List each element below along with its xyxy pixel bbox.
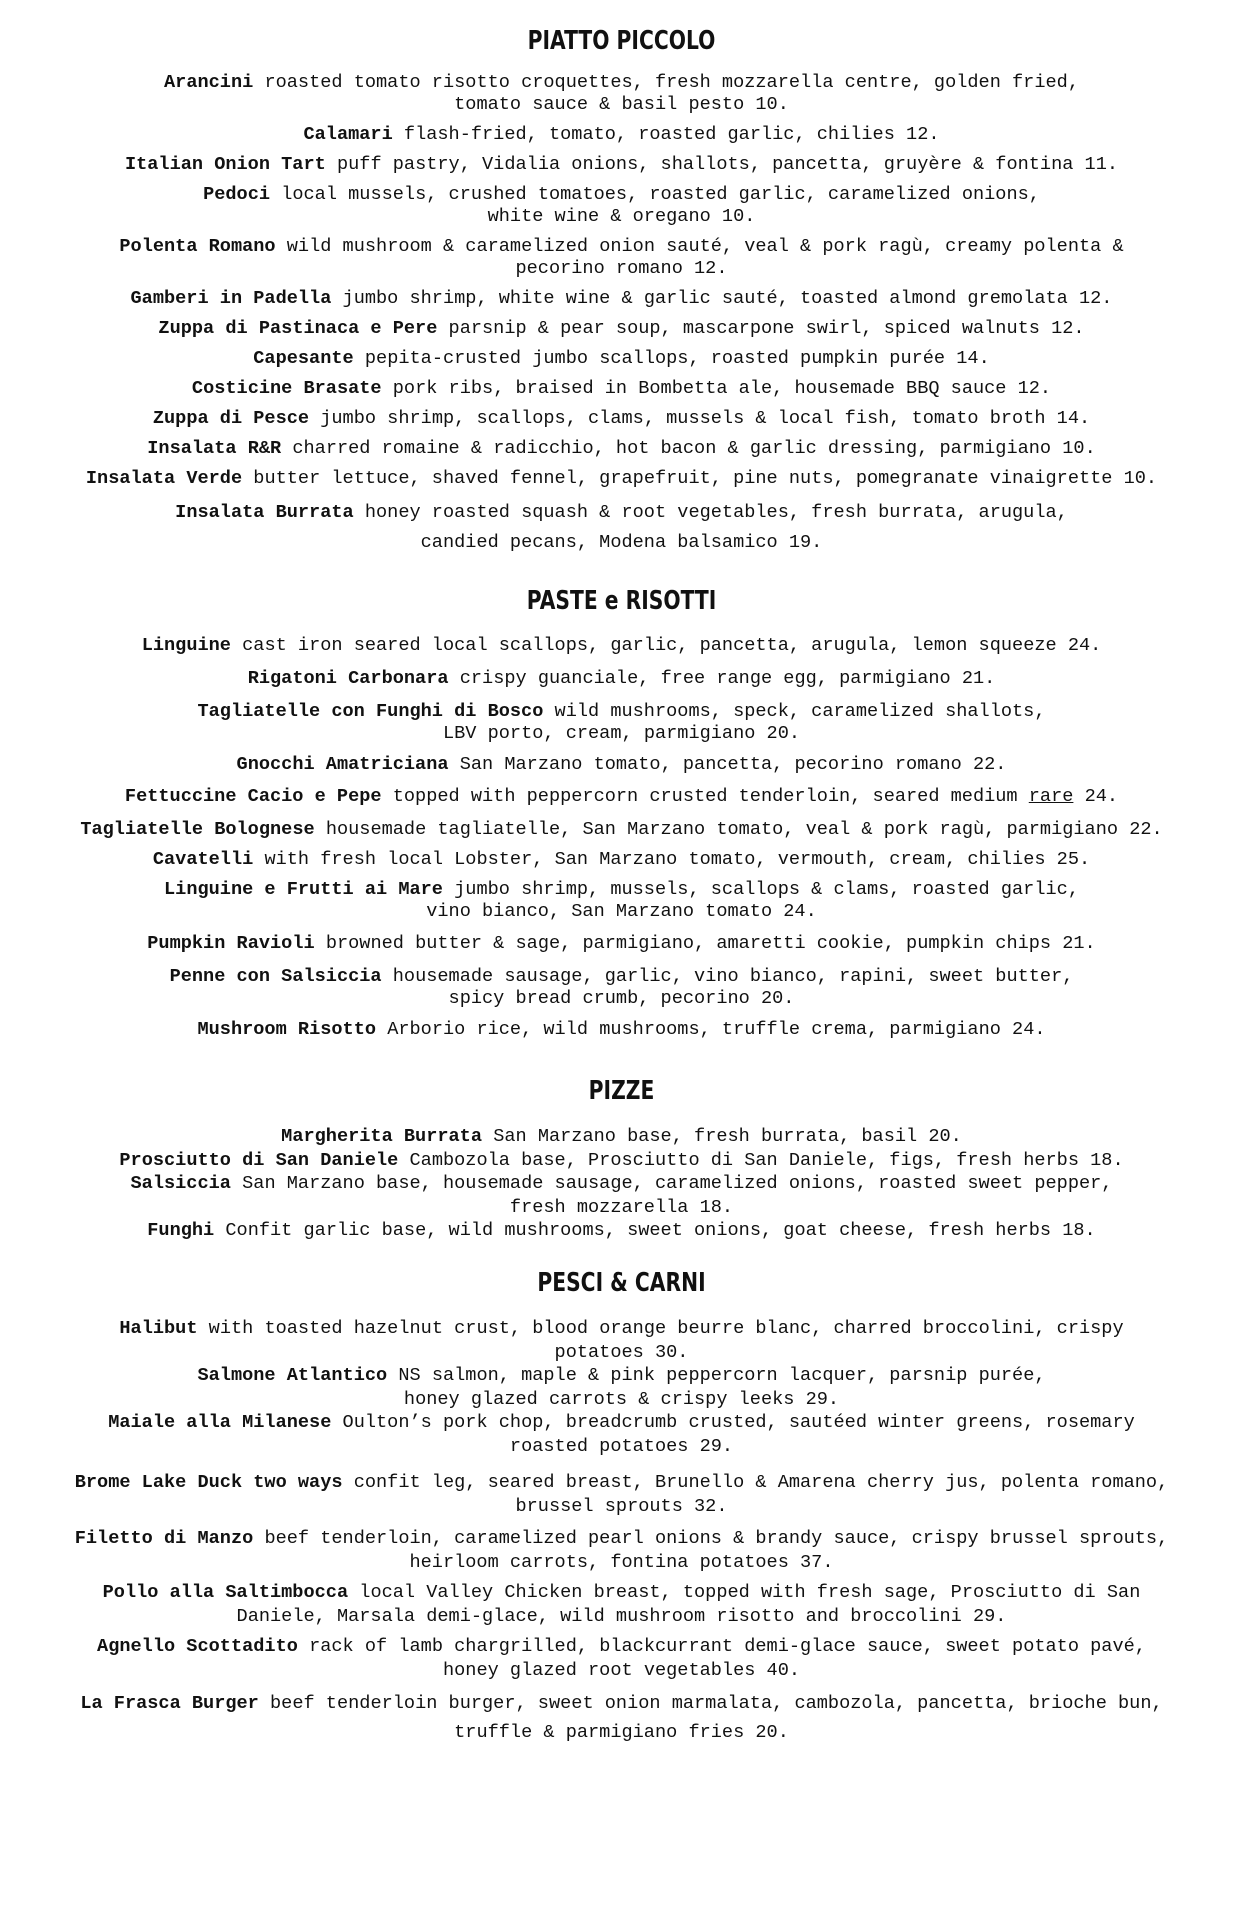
item-name: La Frasca Burger bbox=[80, 1693, 259, 1714]
menu-item bbox=[40, 408, 1203, 430]
item-name: Calamari bbox=[303, 124, 393, 145]
item-desc: browned butter & sage, parmigiano, amaretti cookie, pumpkin chips 21. bbox=[325, 933, 1096, 954]
menu-item bbox=[40, 1581, 1203, 1628]
item-desc: confit leg, seared breast, Brunello & Amarena cherry jus, polenta romano, brussel sprouts 32. bbox=[353, 1472, 1169, 1517]
menu-item bbox=[40, 1411, 1203, 1458]
item-name: Linguine bbox=[141, 635, 231, 656]
menu-item bbox=[40, 154, 1203, 176]
item-name: Polenta Romano bbox=[119, 236, 276, 257]
item-desc: wild mushroom & caramelized onion sauté, veal & pork ragù, creamy polenta & pecorino romano 12. bbox=[286, 236, 1124, 279]
menu-item bbox=[40, 1019, 1203, 1041]
menu-item bbox=[40, 318, 1203, 340]
section-piatto-piccolo bbox=[40, 24, 1203, 558]
item-desc: roasted tomato risotto croquettes, fresh mozzarella centre, golden fried, tomato sauce & basil pesto 10. bbox=[264, 72, 1079, 115]
item-desc: with fresh local Lobster, San Marzano tomato, vermouth, cream, chilies 25. bbox=[264, 849, 1091, 870]
item-name: Insalata Burrata bbox=[175, 502, 354, 523]
item-desc: Arborio rice, wild mushrooms, truffle crema, parmigiano 24. bbox=[387, 1019, 1046, 1040]
item-name: Cavatelli bbox=[152, 849, 254, 870]
item-name: Insalata R&R bbox=[147, 438, 282, 459]
item-desc: jumbo shrimp, white wine & garlic sauté, toasted almond gremolata 12. bbox=[342, 288, 1113, 309]
item-name: Costicine Brasate bbox=[191, 378, 382, 399]
menu-item bbox=[40, 849, 1203, 871]
item-desc: topped with peppercorn crusted tenderloin, seared medium bbox=[392, 786, 1018, 807]
menu-item bbox=[40, 754, 1203, 776]
menu-item bbox=[40, 72, 1203, 116]
item-name: Brome Lake Duck two ways bbox=[74, 1472, 343, 1493]
item-name: Linguine e Frutti ai Mare bbox=[164, 879, 443, 900]
menu-item bbox=[40, 1689, 1203, 1747]
item-name: Halibut bbox=[119, 1318, 198, 1339]
menu-item bbox=[40, 786, 1203, 808]
item-desc: rack of lamb chargrilled, blackcurrant demi-glace sauce, sweet potato pavé, honey glazed root vegetables 40. bbox=[309, 1636, 1146, 1681]
item-name: Funghi bbox=[147, 1220, 215, 1241]
item-desc: wild mushrooms, speck, caramelized shallots, LBV porto, cream, parmigiano 20. bbox=[442, 701, 1046, 744]
item-name: Zuppa di Pastinaca e Pere bbox=[158, 318, 438, 339]
menu-item bbox=[40, 1364, 1203, 1411]
item-name: Italian Onion Tart bbox=[124, 154, 326, 175]
item-name: Filetto di Manzo bbox=[74, 1528, 254, 1549]
menu-item bbox=[40, 933, 1203, 955]
menu-item bbox=[40, 288, 1203, 310]
item-name: Mushroom Risotto bbox=[197, 1019, 377, 1040]
section-title: PIATTO PICCOLO bbox=[527, 26, 716, 56]
item-name: Arancini bbox=[164, 72, 254, 93]
item-desc: jumbo shrimp, scallops, clams, mussels & local fish, tomato broth 14. bbox=[320, 408, 1091, 429]
section-title: PESCI & CARNI bbox=[537, 1268, 706, 1298]
section-title: PASTE e RISOTTI bbox=[526, 586, 717, 616]
menu-item bbox=[40, 124, 1203, 146]
menu-item bbox=[40, 438, 1203, 460]
menu-item bbox=[40, 819, 1203, 841]
item-desc: with toasted hazelnut crust, blood orange beurre blanc, charred broccolini, crispy potatoes 30. bbox=[208, 1318, 1124, 1363]
menu-item bbox=[40, 1125, 1203, 1149]
item-name: Salsiccia bbox=[130, 1173, 231, 1194]
item-name: Margherita Burrata bbox=[281, 1126, 483, 1147]
item-name: Rigatoni Carbonara bbox=[247, 668, 449, 689]
item-desc: local mussels, crushed tomatoes, roasted garlic, caramelized onions, white wine & oregano 10. bbox=[281, 184, 1040, 227]
item-name: Penne con Salsiccia bbox=[169, 966, 382, 987]
menu-item bbox=[40, 1219, 1203, 1243]
item-name: Zuppa di Pesce bbox=[152, 408, 310, 429]
item-desc: pork ribs, braised in Bombetta ale, housemade BBQ sauce 12. bbox=[392, 378, 1052, 399]
item-desc: Confit garlic base, wild mushrooms, sweet onions, goat cheese, fresh herbs 18. bbox=[225, 1220, 1096, 1241]
item-name: Gamberi in Padella bbox=[130, 288, 332, 309]
menu-item bbox=[40, 668, 1203, 690]
item-underlined-word: rare bbox=[1028, 786, 1074, 807]
item-desc: butter lettuce, shaved fennel, grapefruit, pine nuts, pomegranate vinaigrette 10. bbox=[253, 468, 1158, 489]
menu-item bbox=[40, 635, 1203, 657]
item-desc: San Marzano base, fresh burrata, basil 20. bbox=[493, 1126, 962, 1147]
item-desc: pepita-crusted jumbo scallops, roasted pumpkin purée 14. bbox=[364, 348, 990, 369]
section-pizze bbox=[40, 1074, 1203, 1243]
menu-item bbox=[40, 184, 1203, 228]
item-desc: jumbo shrimp, mussels, scallops & clams, roasted garlic, vino bianco, San Marzano tomato 24. bbox=[426, 879, 1079, 922]
item-desc: Cambozola base, Prosciutto di San Daniele, figs, fresh herbs 18. bbox=[409, 1149, 1124, 1171]
item-name: Pedoci bbox=[203, 184, 271, 205]
item-desc: flash-fried, tomato, roasted garlic, chilies 12. bbox=[403, 124, 940, 145]
menu-item bbox=[40, 1149, 1203, 1173]
item-name: Pollo alla Saltimbocca bbox=[102, 1582, 349, 1603]
menu-item bbox=[40, 1527, 1203, 1574]
section-pesci-carni bbox=[40, 1266, 1203, 1747]
item-desc: honey roasted squash & root vegetables, fresh burrata, arugula, candied pecans, Modena balsamico 19. bbox=[364, 502, 1068, 553]
menu-item bbox=[40, 378, 1203, 400]
item-desc: San Marzano tomato, pancetta, pecorino romano 22. bbox=[459, 754, 1007, 775]
item-desc: parsnip & pear soup, mascarpone swirl, spiced walnuts 12. bbox=[448, 318, 1085, 339]
menu-item bbox=[40, 879, 1203, 923]
menu-item bbox=[40, 1471, 1203, 1518]
menu-item bbox=[40, 966, 1203, 1010]
item-name: Fettuccine Cacio e Pepe bbox=[124, 786, 382, 807]
item-name: Maiale alla Milanese bbox=[108, 1412, 332, 1433]
item-name: Gnocchi Amatriciana bbox=[236, 754, 449, 775]
menu-item bbox=[40, 348, 1203, 370]
menu-item bbox=[40, 1172, 1203, 1219]
item-name: Tagliatelle Bolognese bbox=[80, 819, 315, 840]
item-desc: housemade sausage, garlic, vino bianco, rapini, sweet butter, spicy bread crumb, pecorino 20. bbox=[392, 966, 1074, 1009]
item-desc: San Marzano base, housemade sausage, caramelized onions, roasted sweet pepper, fresh mozzarella 18. bbox=[242, 1173, 1113, 1218]
item-desc: charred romaine & radicchio, hot bacon & garlic dressing, parmigiano 10. bbox=[292, 438, 1096, 459]
item-name: Insalata Verde bbox=[85, 468, 243, 489]
item-name: Pumpkin Ravioli bbox=[147, 933, 315, 954]
menu-item bbox=[40, 236, 1203, 280]
menu-item bbox=[40, 1635, 1203, 1682]
item-name: Tagliatelle con Funghi di Bosco bbox=[197, 701, 544, 722]
menu-item bbox=[40, 498, 1203, 558]
item-desc: NS salmon, maple & pink peppercorn lacquer, parsnip purée, honey glazed carrots & crispy leeks 29. bbox=[398, 1365, 1046, 1410]
item-desc: cast iron seared local scallops, garlic, pancetta, arugula, lemon squeeze 24. bbox=[242, 635, 1102, 656]
item-name: Agnello Scottadito bbox=[97, 1636, 298, 1657]
menu-item bbox=[40, 1317, 1203, 1364]
item-price: 24. bbox=[1084, 786, 1119, 807]
section-title: PIZZE bbox=[588, 1076, 655, 1106]
item-desc: puff pastry, Vidalia onions, shallots, pancetta, gruyère & fontina 11. bbox=[336, 154, 1119, 175]
item-desc: housemade tagliatelle, San Marzano tomato, veal & pork ragù, parmigiano 22. bbox=[325, 819, 1163, 840]
item-desc: beef tenderloin burger, sweet onion marmalata, cambozola, pancetta, brioche bun, truffle & parmigiano fries 20. bbox=[270, 1693, 1163, 1743]
item-name: Prosciutto di San Daniele bbox=[119, 1149, 399, 1171]
item-desc: local Valley Chicken breast, topped with fresh sage, Prosciutto di San Daniele, Marsala demi-glace, wild mushroom risotto and broccolini 29. bbox=[236, 1582, 1141, 1627]
item-name: Salmone Atlantico bbox=[197, 1365, 388, 1386]
item-desc: Oulton’s pork chop, breadcrumb crusted, sautéed winter greens, rosemary roasted potatoes 29. bbox=[342, 1412, 1135, 1457]
item-desc: beef tenderloin, caramelized pearl onions & brandy sauce, crispy brussel sprouts, heirloom carrots, fontina potatoes 37. bbox=[264, 1528, 1169, 1573]
menu-item bbox=[40, 468, 1203, 490]
item-desc: crispy guanciale, free range egg, parmigiano 21. bbox=[459, 668, 996, 689]
section-paste-risotti bbox=[40, 584, 1203, 1041]
item-name: Capesante bbox=[253, 348, 354, 369]
menu-item bbox=[40, 701, 1203, 745]
